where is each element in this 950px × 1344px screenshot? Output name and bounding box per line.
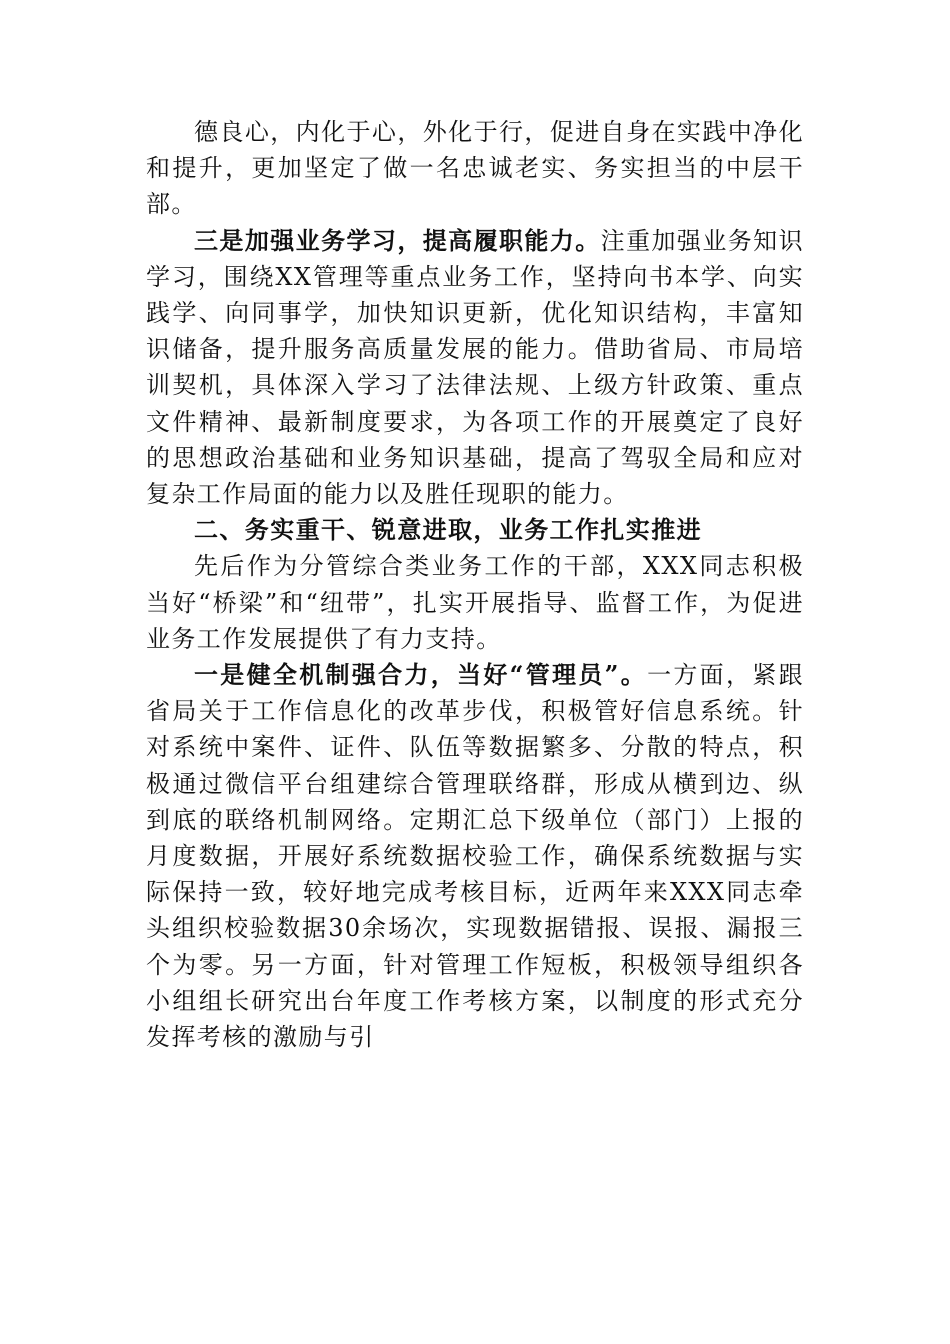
paragraph-text: 一方面，紧跟省局关于工作信息化的改革步伐，积极管好信息系统。针对系统中案件、证件、队伍等数据繁多、分散的特点，积极通过微信平台组建综合管理联络群，形成从横到边、纵到底的联络机制网络。定期汇总下级单位（部门）上报的月度数据，开展好系统数据校验工作，确保系统数据与实际保持一致，较好地完成考核目标，近两年来XXX同志牵头组织校验数据30余场次，实现数据错报、误报、漏报三个为零。另一方面，针对管理工作短板，积极领导组织各小组组长研究出台年度工作考核方案，以制度的形式充分发挥考核的激励与引 <box>146 661 804 1052</box>
paragraph-lead-bold: 三是加强业务学习，提高履职能力。 <box>194 225 601 255</box>
paragraph-intro <box>146 548 804 657</box>
paragraph-text: 先后作为分管综合类业务工作的干部，XXX同志积极当好“桥梁”和“纽带”，扎实开展指导、监督工作，为促进业务工作发展提供了有力支持。 <box>146 552 804 653</box>
paragraph-text: 注重加强业务知识学习，围绕XX管理等重点业务工作，坚持向书本学、向实践学、向同事学，加快知识更新，优化知识结构，丰富知识储备，提升服务高质量发展的能力。借助省局、市局培训契机，具体深入学习了法律法规、上级方针政策、重点文件精神、最新制度要求，为各项工作的开展奠定了良好的思想政治基础和业务知识基础，提高了驾驭全局和应对复杂工作局面的能力以及胜任现职的能力。 <box>146 226 804 509</box>
paragraph-continuation <box>146 114 804 223</box>
paragraph-lead-bold: 一是健全机制强合力，当好“管理员”。 <box>194 660 648 690</box>
document-page <box>146 114 804 1055</box>
section-heading: 二、务实重干、锐意进取，业务工作扎实推进 <box>194 515 702 545</box>
paragraph-business-study <box>146 223 804 513</box>
paragraph-text: 德良心，内化于心，外化于行，促进自身在实践中净化和提升，更加坚定了做一名忠诚老实、务实担当的中层干部。 <box>146 118 804 219</box>
paragraph-mechanism <box>146 657 804 1055</box>
